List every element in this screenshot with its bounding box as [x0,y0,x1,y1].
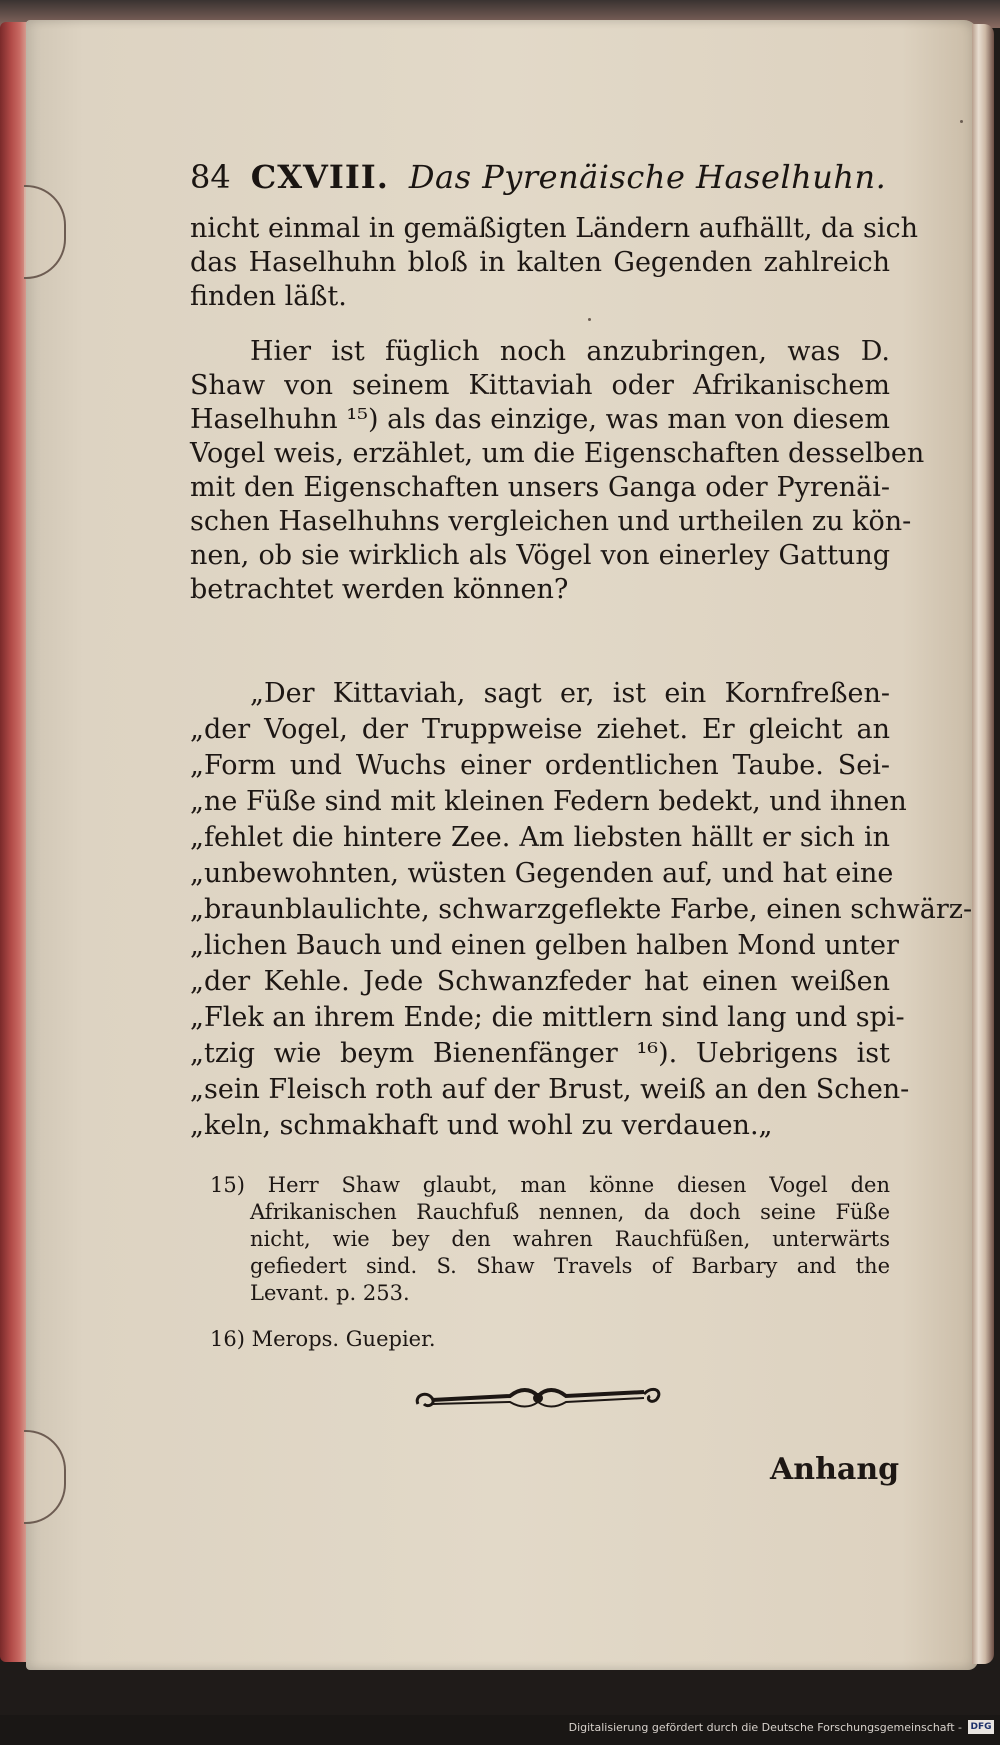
text-line: Haselhuhn ¹⁵) als das einzige, was man von diesem [190,404,890,435]
text-line: Vogel weis, erzählet, um die Eigenschaften desselben [190,438,925,469]
text-line: mit den Eigenschaften unsers Ganga oder Pyrenäi- [190,472,890,503]
text-line: betrachtet werden können? [190,574,569,605]
text-line: „der Vogel, der Truppweise ziehet. Er gleicht an [190,714,890,745]
footnote-line: 15) Herr Shaw glaubt, man könne diesen Vogel den [210,1173,890,1197]
text-line: nicht einmal in gemäßigten Ländern aufhällt, da sich [190,213,918,244]
text-line: „ne Füße sind mit kleinen Federn bedekt, und ihnen [190,786,907,817]
text-line: das Haselhuhn bloß in kalten Gegenden zahlreich [190,247,890,278]
text-line: „sein Fleisch roth auf der Brust, weiß an den Schen- [190,1074,910,1105]
catchword: Anhang [770,1452,900,1487]
page-header [190,158,890,196]
digitization-credit: Digitalisierung gefördert durch die Deutsche Forschungsgemeinschaft - [568,1721,962,1734]
text-line: „tzig wie beym Bienenfänger ¹⁶). Uebrigens ist [190,1038,890,1069]
paper-speck [588,318,591,321]
text-line: finden läßt. [190,281,347,312]
chapter-title: Das Pyrenäische Haselhuhn. [408,158,887,196]
text-line: „der Kehle. Jede Schwanzfeder hat einen weißen [190,966,890,997]
text-line: „Form und Wuchs einer ordentlichen Taube. Sei- [190,750,890,781]
text-line: Hier ist füglich noch anzubringen, was D. [250,336,890,367]
chapter-number: CXVIII. [250,158,389,196]
footnote-line: Afrikanischen Rauchfuß nennen, da doch seine Füße [250,1200,890,1224]
footnote-line: Levant. p. 253. [250,1281,410,1305]
text-line: „keln, schmakhaft und wohl zu verdauen.„ [190,1110,773,1141]
text-line: „Der Kittaviah, sagt er, ist ein Kornfreßen- [250,678,890,709]
text-line: Shaw von seinem Kittaviah oder Afrikanischem [190,370,890,401]
footnote-line: gefiedert sind. S. Shaw Travels of Barbary and the [250,1254,890,1278]
text-line: „Flek an ihrem Ende; die mittlern sind lang und spi- [190,1002,905,1033]
text-line: schen Haselhuhns vergleichen und urtheilen zu kön- [190,506,912,537]
text-line: „fehlet die hintere Zee. Am liebsten hällt er sich in [190,822,890,853]
text-line: nen, ob sie wirklich als Vögel von einerley Gattung [190,540,890,571]
dfg-logo: DFG [968,1720,994,1734]
book-edge-right [972,24,994,1664]
text-line: „lichen Bauch und einen gelben halben Mond unter [190,930,899,961]
paper-speck [960,120,963,123]
footnote-line: 16) Merops. Guepier. [210,1327,436,1351]
page-number: 84 [190,158,231,196]
text-line: „braunblaulichte, schwarzgeflekte Farbe, einen schwärz- [190,894,973,925]
footnote-line: nicht, wie bey den wahren Rauchfüßen, unterwärts [250,1227,890,1251]
text-line: „unbewohnten, wüsten Gegenden auf, und hat eine [190,858,894,889]
decorative-ornament [410,1378,666,1418]
